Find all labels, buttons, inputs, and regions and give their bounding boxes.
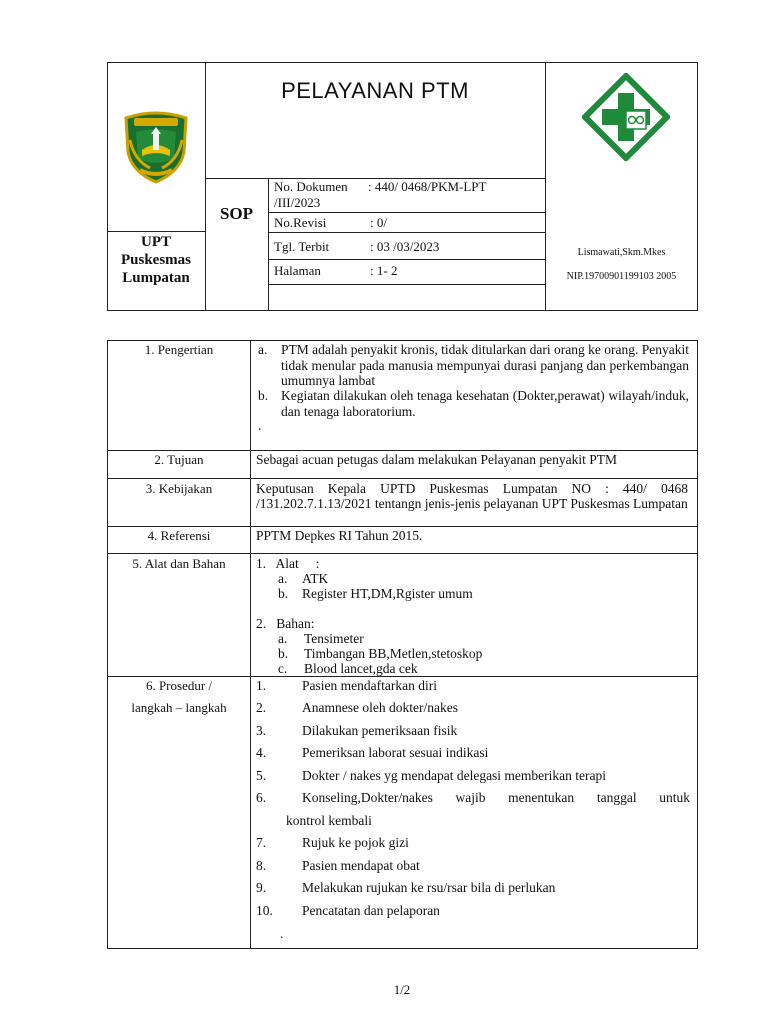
step-number: 6.	[256, 790, 267, 805]
step-number: 9.	[256, 880, 267, 895]
step-continuation: kontrol kembali	[286, 813, 372, 828]
step-text: Dilakukan pemeriksaan fisik	[302, 723, 458, 738]
step-text: Pasien mendapat obat	[302, 858, 420, 873]
signer-nip: NIP.19700901199103 2005	[566, 271, 677, 282]
org-line-2: Puskesmas	[120, 252, 191, 268]
kebijakan-text: Keputusan Kepala UPTD Puskesmas Lumpatan NO : 440/ 0468 /131.202.7.1.13/2021 tentangn jenis-jenis pelayanan UPT Puskesmas Lumpatan	[256, 481, 688, 511]
page-value: : 1- 2	[370, 263, 398, 278]
alat-item-b-marker: b.	[278, 586, 289, 601]
document-title: PELAYANAN PTM	[281, 78, 469, 103]
tujuan-label: 2. Tujuan	[154, 452, 204, 467]
step-number: 8.	[256, 858, 267, 873]
doc-no-label: No. Dokumen	[274, 179, 348, 194]
alat-item-a: ATK	[302, 571, 329, 586]
bahan-item-b-marker: b.	[278, 646, 289, 661]
step-number: 3.	[256, 723, 267, 738]
step-number: 10.	[256, 903, 273, 918]
doc-no-value: : 440/ 0468/PKM-LPT	[368, 179, 487, 194]
step-number: 4.	[256, 745, 267, 760]
bahan-item-a-marker: a.	[278, 631, 288, 646]
regency-emblem-icon	[120, 110, 192, 184]
pengertian-b-marker: b.	[258, 388, 269, 403]
alat-heading: 1. Alat :	[256, 556, 320, 571]
step-text: Pemeriksan laborat sesuai indikasi	[302, 745, 489, 760]
step-text: Dokter / nakes yg mendapat delegasi memberikan terapi	[302, 768, 607, 783]
signer-name: Lismawati,Skm.Mkes	[577, 247, 666, 258]
prosedur-label-2: langkah – langkah	[131, 700, 227, 715]
step-text: Rujuk ke pojok gizi	[302, 835, 409, 850]
step-text: Konseling,Dokter/nakes wajib menentukan tanggal untuk	[302, 790, 690, 805]
pengertian-dot: .	[258, 418, 262, 433]
pengertian-label: 1. Pengertian	[144, 342, 214, 357]
revision-label: No.Revisi	[274, 215, 327, 230]
step-number: 5.	[256, 768, 267, 783]
issue-label: Tgl. Terbit	[274, 239, 330, 254]
pengertian-a-text: PTM adalah penyakit kronis, tidak ditularkan dari orang ke orang. Penyakit tidak menular pada manusia mempunyai durasi panjang dan perkembangan umumnya lambat	[281, 342, 689, 388]
org-name	[107, 233, 205, 287]
doc-no-value-2: /III/2023	[274, 195, 321, 210]
tujuan-text: Sebagai acuan petugas dalam melakukan Pelayanan penyakit PTM	[256, 452, 618, 467]
bahan-item-b: Timbangan BB,Metlen,stetoskop	[304, 646, 483, 661]
step-text: Melakukan rujukan ke rsu/rsar bila di perlukan	[302, 880, 556, 895]
referensi-text: PPTM Depkes RI Tahun 2015.	[256, 528, 423, 543]
issue-value: : 03 /03/2023	[370, 239, 440, 254]
referensi-label: 4. Referensi	[147, 528, 211, 543]
page-number: 1/2	[393, 982, 411, 997]
page-label: Halaman	[274, 263, 321, 278]
step-text: Anamnese oleh dokter/nakes	[302, 700, 458, 715]
alat-item-b: Register HT,DM,Rgister umum	[302, 586, 473, 601]
pengertian-a-marker: a.	[258, 342, 268, 357]
step-text: Pasien mendaftarkan diri	[302, 678, 437, 693]
org-line-3: Lumpatan	[122, 270, 190, 286]
prosedur-dot: .	[280, 926, 284, 941]
kebijakan-label: 3. Kebijakan	[145, 481, 213, 496]
revision-value: : 0/	[370, 215, 387, 230]
pengertian-b-text: Kegiatan dilakukan oleh tenaga kesehatan (Dokter,perawat) wilayah/induk, dan tenaga laboratorium.	[281, 388, 689, 419]
puskesmas-cross-icon	[582, 73, 670, 161]
bahan-item-a: Tensimeter	[304, 631, 364, 646]
sop-label: SOP	[219, 204, 254, 223]
org-line-1: UPT	[141, 234, 171, 250]
alat-bahan-label: 5. Alat dan Bahan	[132, 556, 226, 571]
step-number: 1.	[256, 678, 267, 693]
step-number: 7.	[256, 835, 267, 850]
alat-item-a-marker: a.	[278, 571, 288, 586]
step-number: 2.	[256, 700, 267, 715]
prosedur-label-1: 6. Prosedur /	[145, 678, 213, 693]
step-text: Pencatatan dan pelaporan	[302, 903, 440, 918]
bahan-item-c-marker: c.	[278, 661, 288, 676]
bahan-heading: 2. Bahan:	[256, 616, 315, 631]
bahan-item-c: Blood lancet,gda cek	[304, 661, 418, 676]
